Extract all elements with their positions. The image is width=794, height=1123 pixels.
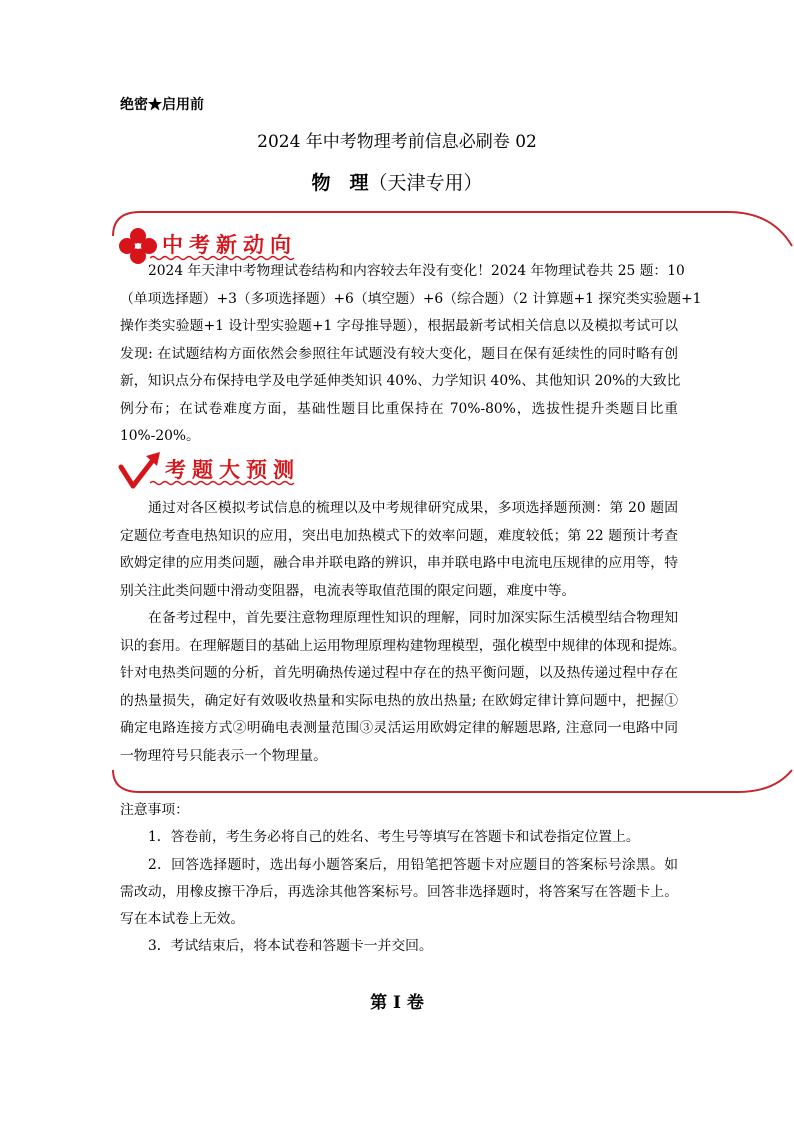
- forecast-line: 针对电热类问题的分析，首先明确热传递过程中存在的热平衡问题，以及热传递过程中存在: [120, 665, 678, 681]
- forecast-paragraphs: [120, 495, 686, 770]
- frame-bottom-border: [113, 770, 792, 792]
- volume-label: 第 I 卷: [370, 993, 424, 1013]
- forecast-line: 的热量损失，确定好有效吸收热量和实际电热的放出热量; 在欧姆定律计算问题中，把握①: [120, 692, 678, 709]
- notice-item: 2．回答选择题时，选出每小题答案后，用铅笔把答题卡对应题目的答案标号涂黑。如: [148, 856, 678, 873]
- trend-paragraph: [120, 258, 702, 451]
- subject-name: 物 理: [311, 172, 369, 194]
- forecast-line: 欧姆定律的应用类问题，融合串并联电路的辨识，串并联电路中电流电压规律的应用等，特: [120, 555, 678, 571]
- forecast-line: 通过对各区模拟考试信息的梳理以及中考规律研究成果，多项选择题预测：第 20 题固: [148, 500, 678, 516]
- trend-line: 10%-20%。: [120, 428, 200, 444]
- subject-note: （天津专用）: [368, 172, 483, 194]
- trend-line: 新，知识点分布保持电学及电学延伸类知识 40%、力学知识 40%、其他知识 20%的大致比: [120, 373, 681, 389]
- notice-item: 1．答卷前，考生务必将自己的姓名、考生号等填写在答题卡和试卷指定位置上。: [148, 829, 640, 846]
- trend-line: 例分布；在试卷难度方面，基础性题目比重保持在 70%-80%，选拔性提升类题目比重: [120, 400, 678, 417]
- notice-heading: 注意事项：: [120, 802, 189, 818]
- trend-line: 发现: 在试题结构方面依然会参照往年试题没有较大变化，题目在保有延续性的同时略有创: [120, 345, 678, 362]
- notice-section: [120, 797, 678, 961]
- notice-item: 3．考试结束后，将本试卷和答题卡一并交回。: [148, 938, 433, 955]
- section-heading-forecast: 考题大预测: [165, 457, 300, 482]
- forecast-line: 在备考过程中，首先要注意物理原理性知识的理解，同时加深实际生活模型结合物理知: [148, 610, 678, 626]
- trend-line: 2024 年天津中考物理试卷结构和内容较去年没有变化！2024 年物理试卷共 25 题：10: [148, 263, 685, 279]
- exam-title: 2024 年中考物理考前信息必刷卷 02: [257, 132, 537, 152]
- section-heading-trend: 中考新动向: [162, 232, 297, 257]
- confidential-label: 绝密★启用前: [120, 97, 204, 113]
- forecast-line: 一物理符号只能表示一个物理量。: [120, 747, 327, 764]
- forecast-line: 定题位考查电热知识的应用，突出电加热模式下的效率问题，难度较低；第 22 题预计考查: [120, 527, 678, 544]
- exam-subtitle: [0, 171, 794, 195]
- forecast-line: 别关注此类问题中滑动变阻器，电流表等取值范围的限定问题，难度中等。: [120, 582, 576, 599]
- wavy-underline: [150, 479, 300, 487]
- forecast-line: 确定电路连接方式②明确电表测量范围③灵活运用欧姆定律的解题思路, 注意同一电路中同: [120, 720, 678, 736]
- trend-line: 操作类实验题+1 设计型实验题+1 字母推导题），根据最新考试相关信息以及模拟考试可以: [120, 318, 678, 334]
- notice-item: 写在本试卷上无效。: [120, 911, 245, 928]
- trend-line: （单项选择题）+3（多项选择题）+6（填空题）+6（综合题）（2 计算题+1 探究类实验题+1: [120, 290, 702, 307]
- forecast-line: 识的套用。在理解题目的基础上运用物理原理构建物理模型，强化模型中规律的体现和提炼。: [120, 637, 686, 654]
- notice-item: 需改动，用橡皮擦干净后，再选涂其他答案标号。回答非选择题时，将答案写在答题卡上。: [120, 883, 678, 900]
